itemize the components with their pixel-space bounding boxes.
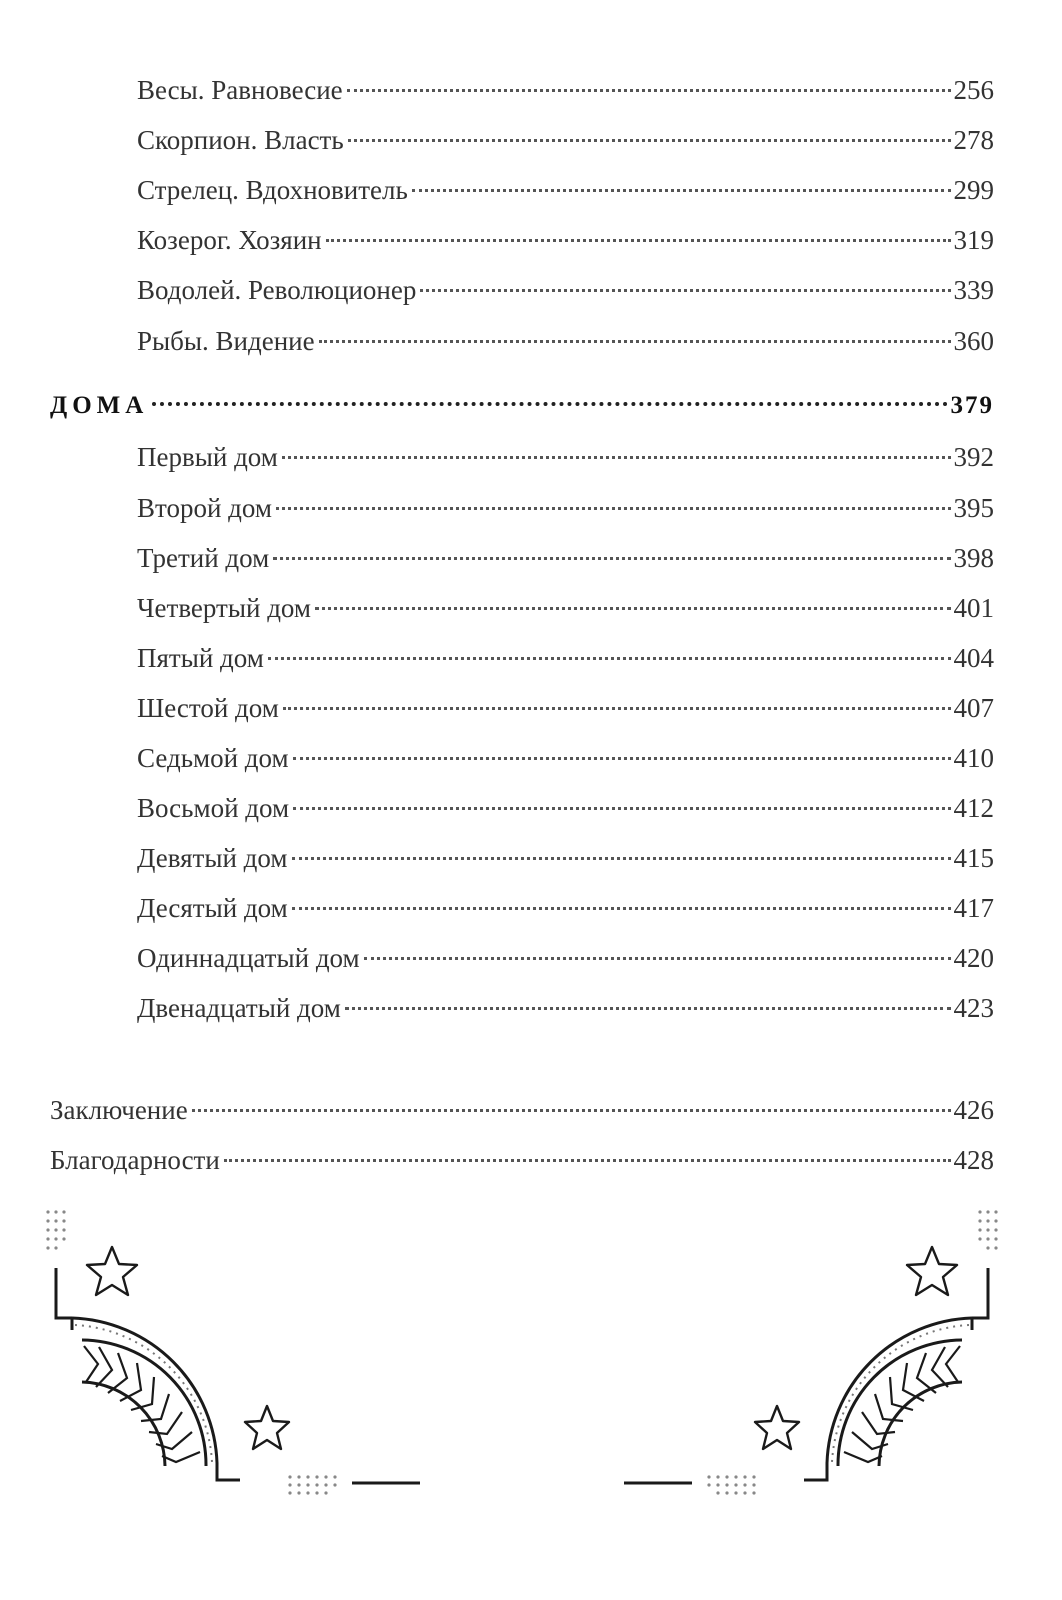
dot-leader [412,189,951,192]
dot-leader [268,657,951,660]
toc-entry-page: 401 [953,593,994,623]
dot-leader [293,757,951,760]
toc-entry-house-3[interactable] [137,538,994,578]
dot-leader [224,1159,951,1162]
toc-entry-title: Шестой дом [137,693,279,723]
toc-entry-acknowledgements[interactable] [50,1140,994,1180]
toc-entry-title: Седьмой дом [137,743,289,773]
toc-entry-house-2[interactable] [137,488,994,528]
dot-leader [326,239,951,242]
toc-entry-title: Восьмой дом [137,793,290,823]
toc-entry-aquarius[interactable] [137,270,994,310]
dot-leader [348,139,951,142]
toc-entry-page: 404 [953,643,994,673]
toc-entry-page: 428 [953,1145,994,1175]
toc-section-page: 379 [950,392,994,419]
toc-entry-page: 426 [953,1095,994,1125]
dot-leader [293,807,950,810]
toc-entry-house-9[interactable] [137,838,994,878]
toc-entry-title: Десятый дом [137,893,288,923]
toc-entry-house-8[interactable] [137,788,994,828]
dot-leader [345,1007,951,1010]
toc-entry-page: 410 [953,743,994,773]
toc-entry-title: Первый дом [137,442,278,472]
toc-entry-page: 299 [953,175,994,205]
toc-entry-title: Одиннадцатый дом [137,943,360,973]
toc-section-houses[interactable] [50,386,994,426]
toc-entry-page: 360 [953,326,994,356]
toc-entry-title: Второй дом [137,493,272,523]
toc-entry-house-5[interactable] [137,638,994,678]
dot-leader [276,507,951,510]
dot-leader [315,607,951,610]
toc-entry-page: 256 [953,75,994,105]
toc-entry-page: 395 [953,493,994,523]
toc-section-title: ДОМА [50,392,149,419]
toc-entry-title: Скорпион. Власть [137,125,344,155]
toc-entry-title: Водолей. Революционер [137,275,417,305]
corner-ornament-right [624,1210,998,1494]
toc-entry-house-4[interactable] [137,588,994,628]
dot-leader [273,557,950,560]
dot-leader [420,289,950,292]
toc-entry-house-6[interactable] [137,688,994,728]
toc-entry-house-11[interactable] [137,938,994,978]
toc-entry-title: Двенадцатый дом [137,993,341,1023]
corner-ornament-left [46,1210,420,1494]
toc-entry-page: 407 [953,693,994,723]
dot-leader [364,957,951,960]
toc-entry-title: Рыбы. Видение [137,326,315,356]
toc-entry-scorpio[interactable] [137,120,994,160]
toc-entry-title: Заключение [50,1095,188,1125]
toc-entry-house-1[interactable] [137,437,994,477]
toc-entry-page: 319 [953,225,994,255]
toc-entry-capricorn[interactable] [137,220,994,260]
toc-entry-page: 392 [953,442,994,472]
toc-entry-page: 423 [953,993,994,1023]
toc-entry-page: 398 [953,543,994,573]
toc-entry-title: Козерог. Хозяин [137,225,322,255]
toc-entry-title: Благодарности [50,1145,220,1175]
toc-entry-page: 417 [953,893,994,923]
dot-leader [152,402,947,406]
toc-entry-page: 339 [953,275,994,305]
toc-entry-house-12[interactable] [137,988,994,1028]
dot-leader [192,1109,951,1112]
toc-entry-title: Стрелец. Вдохновитель [137,175,408,205]
dot-leader [347,89,951,92]
toc-entry-conclusion[interactable] [50,1090,994,1130]
toc-entry-title: Четвертый дом [137,593,311,623]
toc-entry-libra[interactable] [137,70,994,110]
toc-entry-title: Весы. Равновесие [137,75,343,105]
toc-entry-title: Третий дом [137,543,270,573]
toc-entry-house-10[interactable] [137,888,994,928]
toc-entry-page: 420 [953,943,994,973]
toc-entry-title: Пятый дом [137,643,264,673]
toc-entry-page: 415 [953,843,994,873]
toc-entry-house-7[interactable] [137,738,994,778]
toc-entry-sagittarius[interactable] [137,170,994,210]
toc-entry-page: 278 [953,125,994,155]
dot-leader [319,340,951,343]
dot-leader [292,907,951,910]
toc-entry-title: Девятый дом [137,843,288,873]
dot-leader [282,456,951,459]
toc-entry-page: 412 [953,793,994,823]
dot-leader [283,707,951,710]
decorative-ornament [0,1195,1062,1525]
toc-entry-pisces[interactable] [137,321,994,361]
dot-leader [292,857,951,860]
